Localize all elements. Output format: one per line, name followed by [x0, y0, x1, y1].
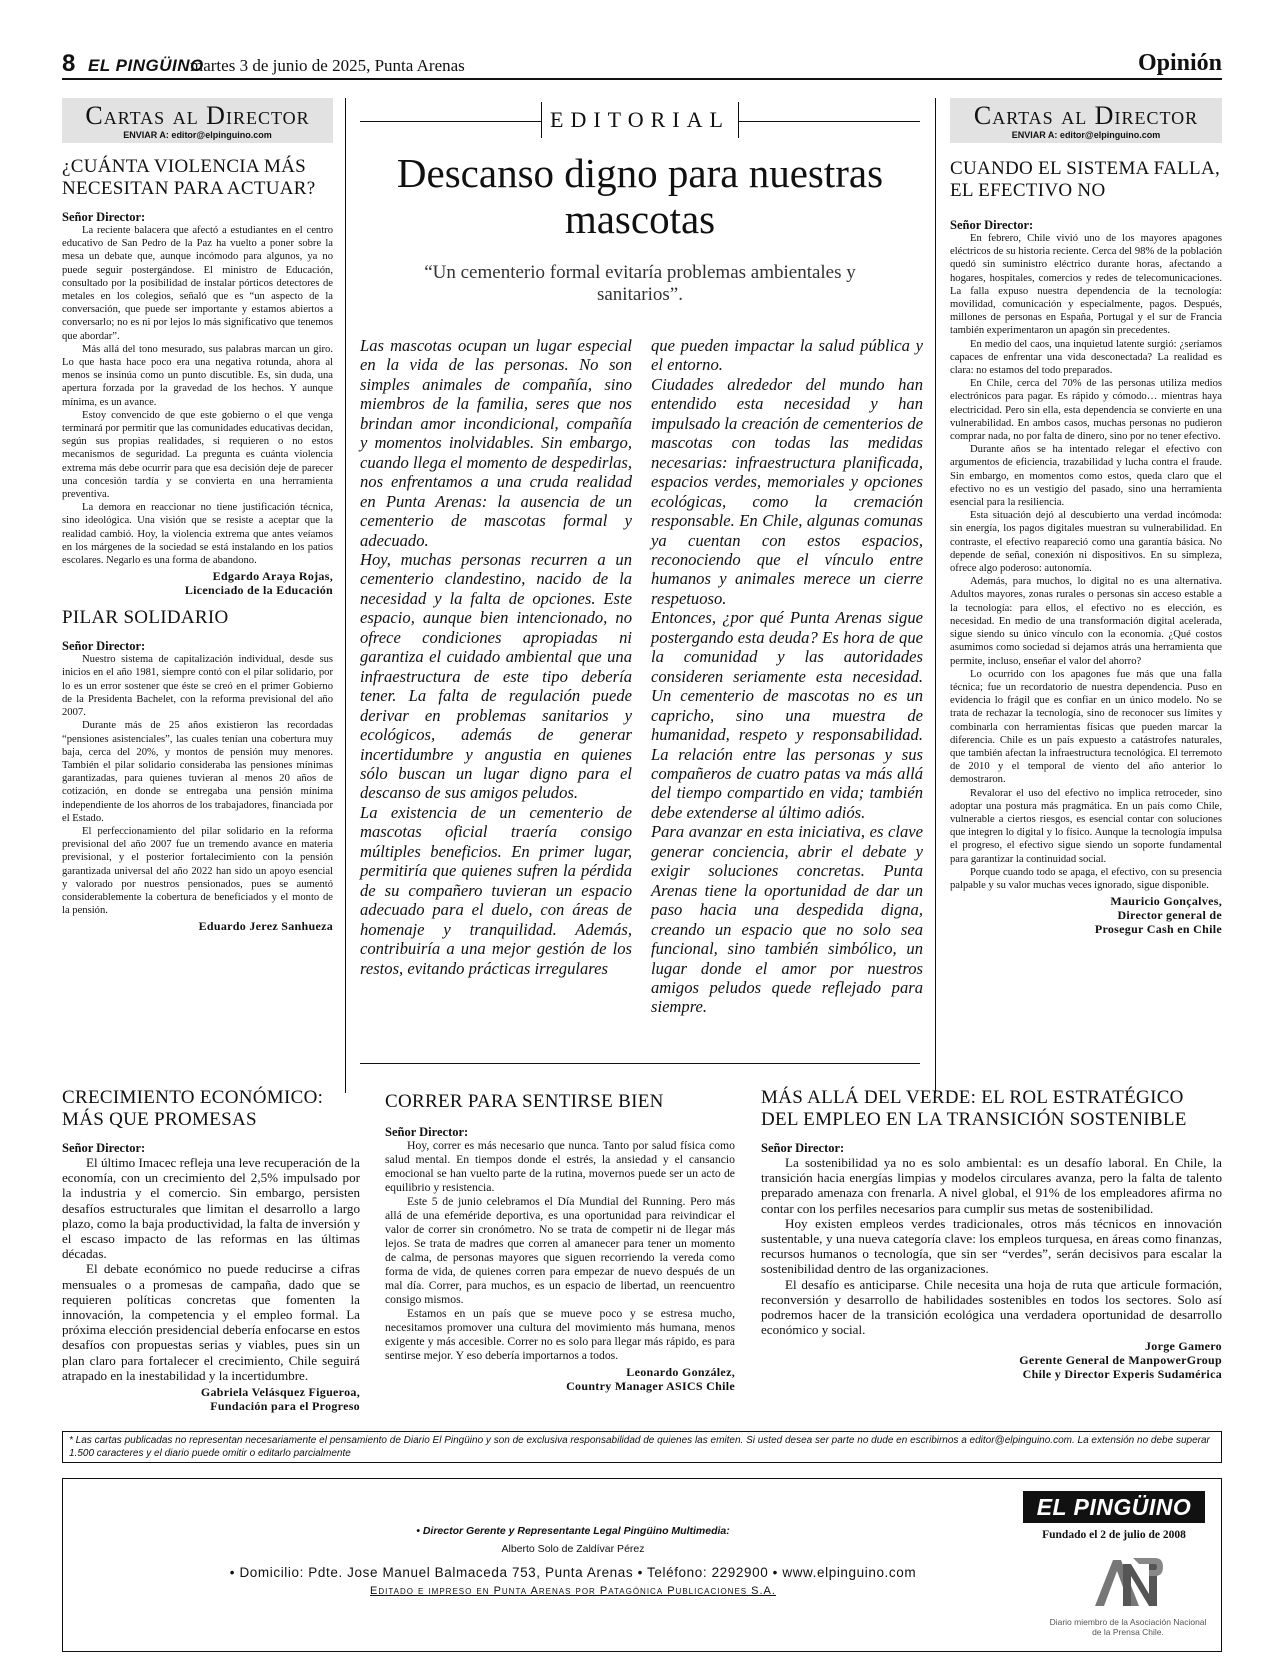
letter: [62, 156, 333, 597]
letter-paragraph: Hoy existen empleos verdes tradicionales, otros más técnicos en innovación sustentable, y una nueva categoría clave: los empleos turquesa, en áreas como finanzas, recursos humanos o tecnología, que sin ser “verdes”, serán decisivos para escalar la sostenibilidad dentro de las organizaciones.: [761, 1215, 1222, 1277]
anp-membership-note: Diario miembro de la Asociación Nacional de la Prensa Chile.: [1049, 1617, 1207, 1637]
letter-paragraph: Lo ocurrido con los apagones fue más que una falla técnica; fue un recordatorio de nuestra dependencia. Puso en evidencia lo frágil que es confiar en un único modelo. No se trata de rechazar la tecnología, sino de reconocer sus límites y combinarla con herramientas físicas que pueden marcar la diferencia. Chile es un país expuesto a catástrofes naturales, que también afectan la infraestructura tecnológica. El terremoto de 2010 y el temporal de viento del año anterior lo demostraron.: [950, 668, 1222, 786]
editorial-paragraph: Las mascotas ocupan un lugar especial en la vida de las personas. No son simples animales de compañía, sino miembros de la familia, seres que nos brindan amor incondicional, compañía y momentos inolvidables. Sin embargo, cuando llega el momento de despedirlas, nos enfrentamos a una cruda realidad en Punta Arenas: la ausencia de un cementerio de mascotas formal y adecuado.: [360, 336, 632, 550]
editorial-bottom-rule: [360, 1063, 920, 1064]
letter-paragraph: Porque cuando todo se apaga, el efectivo, con su presencia palpable y su valor muchas veces ignorado, sigue disponible.: [950, 866, 1222, 891]
letter-salutation: Señor Director:: [385, 1125, 469, 1139]
signature-line: Chile y Director Experis Sudamérica: [1022, 1367, 1222, 1382]
letter-paragraph: Más allá del tono mesurado, sus palabras marcan un giro. Lo que hasta hace poco era una negativa rotunda, ahora al menos se insinúa como un punto discutible. Es, sin duda, una apertura forzada por la gravedad de los hechos. Y aunque mínima, es un avance.: [62, 343, 333, 408]
letter-paragraph: Hoy, correr es más necesario que nunca. Tanto por salud física como salud mental. En tiempos donde el estrés, la ansiedad y el cansancio emocional se han vuelto parte de la rutina, movernos puede ser un acto de equilibrio y resistencia.: [385, 1139, 735, 1194]
letter-title: CUANDO EL SISTEMA FALLA, EL EFECTIVO NO: [950, 158, 1221, 201]
imprint-director-label: • Director Gerente y Representante Legal Pingüino Multimedia:: [416, 1525, 730, 1537]
letter-body: [62, 653, 333, 917]
letter-body: [761, 1155, 1222, 1337]
letter-paragraph: El desafío es anticiparse. Chile necesita una hoja de ruta que articule formación, reconversión y desarrollo de habilidades sostenibles en todos los sectores. Solo así podremos hacer de la transición ecológica una verdadera oportunidad de desarrollo económico y social.: [761, 1276, 1222, 1338]
right-letters-column: [950, 98, 1222, 936]
letter-paragraph: Estamos en un país que se mueve poco y se estresa mucho, necesitamos promover una cultura del movimiento más humana, menos exigente y más accesible. Correr no es solo para llegar más rápido, es para sentirse mejor. Y eso debería importarnos a todos.: [385, 1307, 735, 1362]
signature-line: Licenciado de la Educación: [184, 583, 333, 598]
letter-salutation: Señor Director:: [62, 639, 146, 654]
left-letters-column: [62, 98, 333, 933]
letter-paragraph: Esta situación dejó al descubierto una verdad incómoda: sin energía, los pagos digitales muestran su vulnerabilidad. En contraste, el efectivo reapareció como una garantía básica. No depende de señal, conexión ni dispositivos. En su simpleza, ofrece algo poderoso: autonomía.: [950, 510, 1222, 575]
letter-paragraph: El debate económico no puede reducirse a cifras mensuales o a promesas de campaña, dado que se requieren políticas concretas que fomenten la innovación, la competencia y el empleo formal. La próxima elección presidencial debería enfocarse en estos desafíos con propuestas serias y viables, pues sin un plan claro para fortalecer el crecimiento, Chile seguirá atrapado en la inestabilidad y la incertidumbre.: [62, 1261, 360, 1383]
section-title: Opinión: [1137, 50, 1222, 76]
signature-line: Director general de: [1117, 908, 1222, 923]
editorial-title: Descanso digno para nuestras mascotas: [396, 150, 884, 242]
letter: [62, 607, 333, 933]
dateline: martes 3 de junio de 2025, Punta Arenas: [190, 56, 465, 75]
letter-signature: [761, 1339, 1222, 1381]
letter-paragraph: En Chile, cerca del 70% de las personas utiliza medios electrónicos para pagar. Es rápido y cómodo… mientras haya electricidad. Pero sin ella, esta dependencia se convierte en una vulnerabilidad. En ambos casos, muchas personas no pudieron comprar nada, no por falta de dinero, sino por no tener efectivo.: [950, 378, 1222, 443]
signature-line: Prosegur Cash en Chile: [1094, 922, 1222, 937]
page-number: 8: [62, 50, 76, 77]
letter-signature: [62, 1385, 360, 1413]
column-divider: [935, 98, 936, 1093]
signature-line: Edgardo Araya Rojas,: [212, 569, 333, 584]
anp-logo-icon: [1093, 1554, 1163, 1610]
letter-signature: [62, 919, 333, 933]
letter-title: CORRER PARA SENTIRSE BIEN: [385, 1091, 664, 1112]
founded-date: Fundado el 2 de julio de 2008: [1042, 1529, 1186, 1541]
letters-header-box: [950, 98, 1222, 143]
signature-line: Jorge Gamero: [1144, 1339, 1222, 1354]
editorial-paragraph: La existencia de un cementerio de mascotas oficial traería consigo múltiples beneficios. En primer lugar, permitiría que quienes sufren la pérdida de su compañero tuvieran un espacio adecuado para el duelo, con áreas de homenaje y tranquilidad. Además, contribuiría a una mejor gestión de los restos, evitando prácticas irregulares: [360, 802, 632, 978]
page-header: [62, 48, 1222, 80]
letter-signature: [62, 569, 333, 597]
el-pinguino-logo: EL PINGÜINO: [1023, 1491, 1205, 1523]
signature-line: Eduardo Jerez Sanhueza: [198, 919, 333, 934]
editorial-paragraph: Ciudades alrededor del mundo han entendido esta necesidad y han impulsado la creación de cementerios de mascotas con todas las medidas necesarias: infraestructura planificada, espacios verdes, memoriales y opciones ecológicas, como la cremación responsable. En Chile, algunas comunas ya cuentan con estos espacios, reconociendo que el vínculo entre humanos y animales merece un cierre respetuoso.: [651, 374, 923, 608]
letter-body: [950, 232, 1222, 892]
letter-paragraph: Además, para muchos, lo digital no es una alternativa. Adultos mayores, zonas rurales o personas sin acceso estable a la tecnología: para ellos, el efectivo no es elección, es necesidad. En medio de una transformación digital acelerada, sigue siendo su único vínculo con la economía. ¿Qué costos asumimos como sociedad si dejamos atrás una herramienta que permite, incluso, enseñar el valor del ahorro?: [950, 576, 1222, 667]
editorial-rule-right: [739, 121, 920, 122]
letter-salutation: Señor Director:: [761, 1141, 845, 1155]
masthead-logo: EL PINGÜINO: [88, 56, 204, 75]
letter-paragraph: En febrero, Chile vivió uno de los mayores apagones eléctricos de su historia reciente. Cerca del 98% de la población quedó sin suministro eléctrico durante horas, afectando a hogares, hospitales, comercios y redes de telecomunicaciones. La falla expuso nuestra dependencia de la tecnología: movilidad, comunicación y especialmente, pagos. Después, millones de personas en España, Portugal y el sur de Francia también experimentaron un apagón sin precedentes.: [950, 233, 1222, 337]
letters-header-title: Cartas al Director: [973, 101, 1199, 130]
letters-header-box: [62, 98, 333, 143]
signature-line: Mauricio Gonçalves,: [1110, 894, 1222, 909]
letter-paragraph: Estoy convencido de que este gobierno o el que venga terminará por permitir que las comunidades educativas decidan, según sus propias realidades, si requieren o no estos mecanismos de seguridad. La pregunta es cuánta violencia extrema más debe ocurrir para que esa decisión deje de parecer una concesión tardía y se convierta en una herramienta preventiva.: [62, 409, 333, 501]
signature-line: Fundación para el Progreso: [210, 1399, 360, 1414]
letter-paragraph: La sostenibilidad ya no es solo ambiental: es un desafío laboral. En Chile, la transición hacia energías limpias y modelos circulares avanza, pero la falta de talento preparado amenaza con frenarla. A nivel global, el 91% de los empleadores afirma no contar con los perfiles necesarios para cumplir sus metas de sostenibilidad.: [761, 1155, 1222, 1216]
bottom-letter-economy: [62, 1087, 360, 1413]
letters-disclaimer: * Las cartas publicadas no representan necesariamente el pensamiento de Diario El Pingüino y son de exclusiva responsabilidad de quienes las emiten. Si usted desea ser parte no dude en escribirnos a editor@elpinguino.com. La extensión no debe superar 1.500 caracteres y el diario puede omitir o editarlo parcialmente: [62, 1431, 1222, 1463]
letter-body: [385, 1139, 735, 1363]
letter-paragraph: El perfeccionamiento del pilar solidario en la reforma previsional del año 2007 fue un tremendo avance en materia previsional, y el posterior fortalecimiento con la pensión garantizada universal del año 2022 han sido un apoyo esencial y valorado por nuestros pensionados, pues se aumentó considerablemente la cobertura de beneficiados y el monto de la pensión.: [62, 825, 333, 917]
letter-paragraph: Durante más de 25 años existieron las recordadas “pensiones asistenciales”, las cuales tenían una cobertura muy baja, cerca del 20%, y montos de pensión muy menores. También el pilar solidario consideraba las pensiones mínimas garantizadas, para quienes tuvieran al menos 20 años de cotización, en donde se entregaba una pensión mínima independiente de los ahorros de los trabajadores, financiada por el Estado.: [62, 720, 333, 824]
letter-paragraph: Durante años se ha intentado relegar el efectivo con argumentos de eficiencia, trazabilidad y lucha contra el fraude. Sin embargo, en momentos como estos, queda claro que el efectivo no es un vestigio del pasado, sino una herramienta esencial para la resiliencia.: [950, 444, 1222, 509]
editorial-subtitle: “Un cementerio formal evitaría problemas ambientales y sanitarios”.: [424, 262, 856, 305]
letters-send-to: ENVIAR A: editor@elpinguino.com: [123, 130, 272, 140]
letter-paragraph: La reciente balacera que afectó a estudiantes en el centro educativo de San Pedro de la Paz ha vuelto a poner sobre la mesa un debate que, aunque incómodo para algunos, ya no puede seguir postergándose. El ministro de Educación, consultado por la posibilidad de instalar pórticos detectores de metales en los colegios, señaló que es “un aspecto de la conversación, que puede ser importante y estamos abiertos a conversarlo; no es ni por lejos lo más significativo que tenemos que abordar”.: [62, 225, 333, 342]
letter-paragraph: En medio del caos, una inquietud latente surgió: ¿seríamos capaces de enfrentar una vida desconectada? La realidad es clara: no estamos del todo preparados.: [950, 338, 1222, 377]
letter-title: CRECIMIENTO ECONÓMICO: MÁS QUE PROMESAS: [62, 1087, 324, 1130]
letter-salutation: Señor Director:: [62, 210, 146, 224]
letter-title: MÁS ALLÁ DEL VERDE: EL ROL ESTRATÉGICO DEL EMPLEO EN LA TRANSICIÓN SOSTENIBLE: [761, 1087, 1187, 1130]
editorial-label: EDITORIAL: [541, 102, 739, 138]
imprint-director-name: Alberto Solo de Zaldívar Pérez: [501, 1543, 645, 1555]
imprint-address: • Domicilio: Pdte. Jose Manuel Balmaceda 753, Punta Arenas • Teléfono: 2292900 • www.elpinguino.com: [229, 1565, 917, 1580]
editorial-paragraph: que pueden impactar la salud pública y el entorno.: [651, 336, 923, 375]
letter-salutation: Señor Director:: [62, 1141, 146, 1155]
letter-paragraph: El último Imacec refleja una leve recuperación de la economía, con un crecimiento del 2,5% impulsado por la industria y el comercio. Sin embargo, persisten desafíos estructurales que limitan el desarrollo a largo plazo, como la baja productividad, la falta de inversión y el escaso impacto de las reformas en las últimas décadas.: [62, 1155, 360, 1262]
letter-salutation: Señor Director:: [950, 218, 1034, 232]
editorial-column-2: [651, 336, 923, 1017]
letter-paragraph: La demora en reaccionar no tiene justificación técnica, sino ideológica. Una visión que se resiste a aceptar que la realidad cambió. Hoy, la violencia extrema que antes veíamos en los márgenes de la sociedad se está instalando en los patios escolares. Negarlo es una forma de abandono.: [62, 502, 333, 567]
letter-body: [62, 1155, 360, 1383]
editorial-paragraph: Hoy, muchas personas recurren a un cementerio clandestino, nacido de la necesidad y la falta de opciones. Este espacio, aunque bien intencionado, no ofrece condiciones apropiadas ni garantiza el cuidado ambiental que una infraestructura de este tipo debería tener. La falta de regulación puede derivar en problemas sanitarios y ecológicos, además de generar incertidumbre y angustia en quienes sólo buscan un lugar digno para el descanso de sus amigos peludos.: [360, 549, 632, 803]
editorial-column-1: [360, 336, 632, 978]
imprint-publisher: Editado e impreso en Punta Arenas por Patagónica Publicaciones S.A.: [370, 1585, 776, 1597]
letter-paragraph: Nuestro sistema de capitalización individual, desde sus inicios en el año 1981, siempre contó con el pilar solidario, por lo es un error sostener que éste se creó en el primer Gobierno de la Presidenta Bachelet, con la reforma previsional del año 2007.: [62, 654, 333, 719]
column-divider: [345, 98, 346, 1093]
signature-line: Leonardo González,: [626, 1365, 735, 1379]
letter-title: PILAR SOLIDARIO: [62, 607, 229, 629]
letter-signature: [950, 894, 1222, 936]
letter-paragraph: Este 5 de junio celebramos el Día Mundial del Running. Pero más allá de una efeméride deportiva, es una oportunidad para reivindicar el valor de correr sin cronómetro. No se trata de competir ni de llegar más lejos. Se trata de madres que corren al amanecer para tener un momento de calma, de personas mayores que siguen recorriendo la vereda como forma de vida, de quienes corren para empezar de nuevo después de un mal día. Correr, para muchos, es un espacio de libertad, un reencuentro consigo mismos.: [385, 1195, 735, 1306]
letters-send-to: ENVIAR A: editor@elpinguino.com: [1011, 130, 1161, 140]
letter-paragraph: Revalorar el uso del efectivo no implica retroceder, sino adoptar una postura más pragmática. En un país como Chile, vulnerable a ciertos riesgos, es esencial contar con soluciones que integren lo digital y lo físico. Aunque la tecnología impulsa el progreso, el efectivo sigue siendo un soporte fundamental para garantizar la continuidad social.: [950, 787, 1222, 865]
signature-line: Gabriela Velásquez Figueroa,: [200, 1385, 360, 1400]
letter-title: ¿CUÁNTA VIOLENCIA MÁS NECESITAN PARA ACTUAR?: [62, 156, 316, 199]
letters-header-title: Cartas al Director: [85, 101, 310, 130]
signature-line: Country Manager ASICS Chile: [566, 1379, 735, 1393]
editorial-paragraph: Entonces, ¿por qué Punta Arenas sigue postergando esta deuda? Es hora de que la comunidad y las autoridades consideren seriamente esta necesidad. Un cementerio de mascotas no es un capricho, sino una muestra de humanidad, respeto y responsabilidad. La relación entre las personas y sus compañeros de cuatro patas va más allá del tiempo compartido en vida; también debe extenderse al último adiós.: [651, 608, 923, 822]
bottom-letter-employment: [761, 1087, 1222, 1381]
editorial-paragraph: Para avanzar en esta iniciativa, es clave generar conciencia, abrir el debate y exigir soluciones concretas. Punta Arenas tiene la oportunidad de dar un paso hacia una despedida digna, creando un espacio que no solo sea funcional, sino también simbólico, un lugar donde el amor por nuestros amigos peludos quede reflejado para siempre.: [651, 822, 923, 1017]
letter-body: [62, 224, 333, 567]
imprint-box: [62, 1478, 1222, 1652]
signature-line: Gerente General de ManpowerGroup: [1019, 1353, 1222, 1368]
bottom-letter-running: [385, 1091, 735, 1393]
editorial-rule-left: [360, 121, 541, 122]
letter-signature: [385, 1365, 735, 1393]
